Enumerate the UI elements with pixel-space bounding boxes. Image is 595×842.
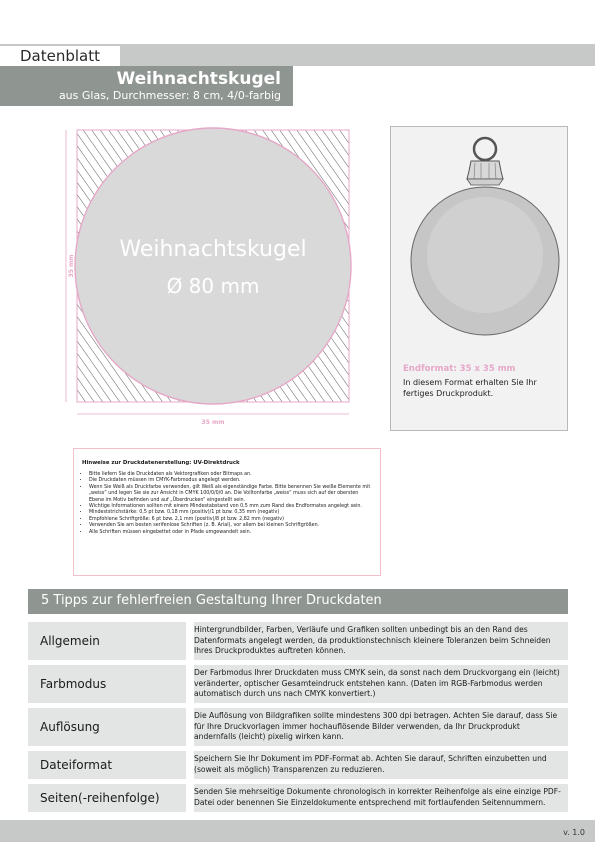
height-dimension-label: 35 mm bbox=[68, 254, 75, 278]
tip-label: Auflösung bbox=[40, 720, 100, 734]
tip-text: Senden Sie mehrseitige Dokumente chronologisch in korrekter Reihenfolge als eine einzige PDF-Datei oder benennen Sie Einzeldokumente entsprechend mit fortlaufenden Seitennummern. bbox=[194, 787, 561, 807]
tip-row-colormode bbox=[28, 665, 568, 703]
tip-row-pages bbox=[28, 784, 568, 812]
print-hint-item: • Wichtige Informationen sollten mit einem Mindestabstand von 0,5 mm zum Rand des Endformates angelegt sein. bbox=[89, 504, 372, 510]
print-area-circle bbox=[75, 128, 351, 404]
print-hint-item: • Bitte liefern Sie die Druckdaten als Vektorgrafiken oder Bitmaps an. bbox=[89, 472, 372, 478]
tip-label: Allgemein bbox=[40, 634, 100, 648]
print-hint-item: • Empfohlene Schriftgröße: 6 pt bzw. 2,1 mm (positiv)/8 pt bzw. 2,82 mm (negativ) bbox=[89, 517, 372, 523]
print-hint-item: • Verwenden Sie am besten serifenlose Schriften (z. B. Arial), vor allem bei kleinen Schriftgrößen. bbox=[89, 523, 372, 529]
tip-label: Seiten(-reihenfolge) bbox=[40, 791, 160, 805]
final-format-text: In diesem Format erhalten Sie Ihr fertiges Druckprodukt. bbox=[403, 378, 537, 398]
tip-text: Speichern Sie Ihr Dokument im PDF-Format ab. Achten Sie darauf, Schriften einzubetten und (soweit als möglich) Transparenzen zu reduzieren. bbox=[194, 754, 547, 774]
print-hints-box bbox=[73, 448, 381, 576]
footer-band bbox=[0, 820, 595, 842]
print-hints-title: Hinweise zur Druckdatenerstellung: UV-Direktdruck bbox=[82, 460, 240, 466]
tip-row-fileformat bbox=[28, 751, 568, 779]
circle-label-line2: Ø 80 mm bbox=[166, 274, 260, 298]
tip-text: Hintergrundbilder, Farben, Verläufe und Grafiken sollten unbedingt bis an den Rand des Datenformats angelegt werden, da produktionstechnisch kleinere Toleranzen beim Schneiden Ihres Druckproduktes auftreten können. bbox=[194, 625, 551, 655]
width-dimension-label: 35 mm bbox=[201, 419, 225, 426]
print-hint-item: • Die Druckdaten müssen im CMYK-Farbmodus angelegt werden. bbox=[89, 478, 372, 484]
tips-heading-bar bbox=[28, 589, 568, 614]
product-subtitle: aus Glas, Durchmesser: 8 cm, 4/0-farbig bbox=[58, 89, 281, 102]
circle-label-line1: Weihnachtskugel bbox=[119, 237, 307, 262]
tip-row-resolution bbox=[28, 708, 568, 746]
tip-text: Die Auflösung von Bildgrafiken sollte mindestens 300 dpi betragen. Achten Sie darauf, dass Sie für Ihre Druckvorlagen immer hochauflösende Bilder verwenden, da Ihr Druckprodukt andernfalls (leicht) pixelig wirken kann. bbox=[194, 711, 558, 741]
version-label: v. 1.0 bbox=[563, 828, 585, 837]
product-title: Weihnachtskugel bbox=[116, 69, 281, 89]
tip-label: Dateiformat bbox=[40, 758, 113, 772]
artwork-template bbox=[63, 126, 363, 426]
tip-label: Farbmodus bbox=[40, 677, 107, 691]
print-hint-item: • Mindeststrichstärke: 0,5 pt bzw. 0,18 mm (positiv)/1 pt bzw. 0,35 mm (negativ) bbox=[89, 510, 372, 516]
print-hints-list bbox=[82, 472, 372, 536]
print-hint-item: • Wenn Sie Weiß als Druckfarbe verwenden, gilt Weiß als eigenständige Farbe. Bitte benennen Sie weiße Elemente mit „weiss“ und legen Sie sie zur Ansicht in CMYK 100/0/0/0 an. Die Volltonfarbe „weiss“ muss sich auf der obersten Ebene im Motiv befinden und auf „Überdrucken“ eingestellt sein. bbox=[89, 485, 372, 504]
print-hint-item: • Alle Schriften müssen eingebettet oder in Pfade umgewandelt sein. bbox=[89, 530, 372, 536]
product-preview-panel bbox=[390, 126, 568, 431]
datasheet-tab bbox=[0, 46, 120, 66]
datasheet-tab-label: Datenblatt bbox=[20, 47, 101, 65]
tips-heading: 5 Tipps zur fehlerfreien Gestaltung Ihrer Druckdaten bbox=[41, 593, 382, 608]
final-format-title: Endformat: 35 x 35 mm bbox=[403, 364, 516, 374]
ornament-illustration bbox=[391, 127, 569, 357]
tip-row-general bbox=[28, 622, 568, 660]
product-title-bar bbox=[0, 66, 293, 106]
tip-text: Der Farbmodus Ihrer Druckdaten muss CMYK sein, da sonst nach dem Druckvorgang ein (leicht) veränderter, optischer Gesamteindruck entstehen kann. (Daten im RGB-Farbmodus werden automatisch durch uns nach CMYK konvertiert.) bbox=[194, 668, 560, 698]
